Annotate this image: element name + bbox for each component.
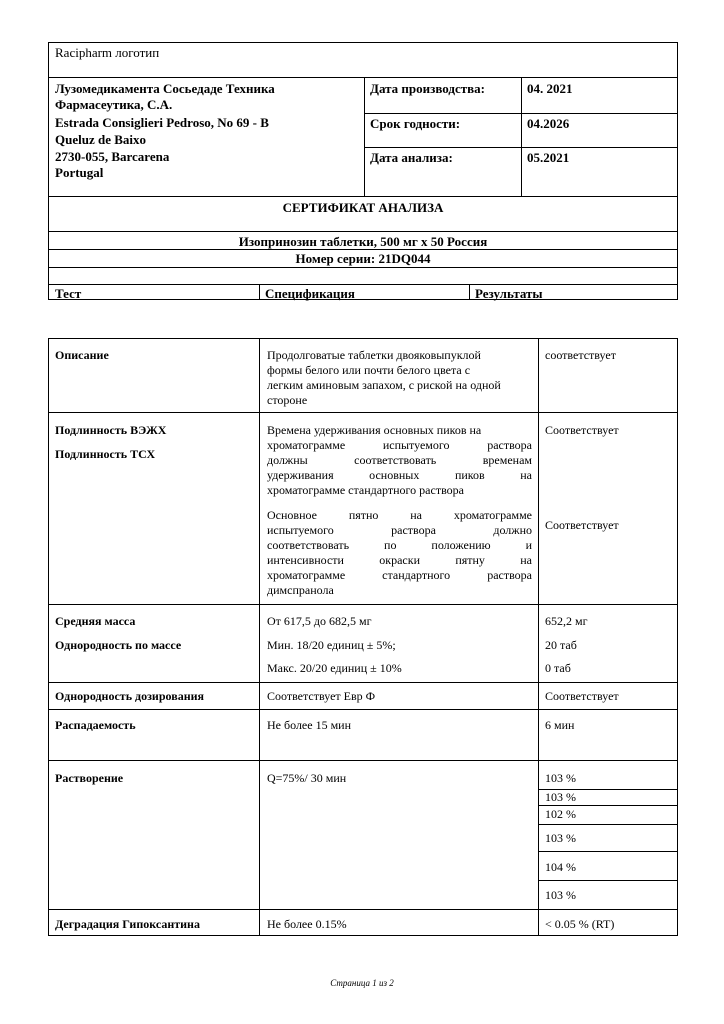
divider — [364, 77, 365, 197]
result-dissolution: 103 % — [545, 888, 576, 902]
test-degradation: Деградация Гипоксантина — [55, 917, 200, 931]
test-dose-uniformity: Однородность дозирования — [55, 689, 205, 703]
spec-line: стороне — [267, 393, 308, 407]
test-mass-uniformity: Однородность по массе — [55, 638, 182, 652]
result-dissolution: 103 % — [545, 790, 576, 804]
divider — [48, 709, 678, 710]
logo-placeholder: Racipharm логотип — [55, 45, 160, 60]
spec-line: Продолговатые таблетки двояковыпуклой — [267, 348, 481, 362]
result-dose-uniformity: Соответствует — [545, 689, 619, 703]
spec-line: Не более 15 мин — [267, 718, 352, 732]
spec-line: димспранола — [267, 583, 334, 597]
column-results: Результаты — [475, 286, 543, 301]
result-dissolution: 103 % — [545, 771, 576, 785]
divider — [48, 682, 678, 683]
divider — [538, 851, 678, 852]
column-test: Тест — [55, 286, 82, 301]
divider — [538, 805, 678, 806]
spec-line: легким аминовым запахом, с риской на одной — [267, 378, 501, 392]
divider — [538, 880, 678, 881]
divider — [469, 284, 470, 300]
expiry-label: Срок годности: — [370, 116, 461, 131]
spec-line: Основное пятно на хроматограмме — [267, 508, 532, 522]
spec-line: Макс. 20/20 единиц ± 10% — [267, 661, 402, 675]
divider — [48, 604, 678, 605]
spec-line: хроматограмме испытуемого раствора — [267, 438, 532, 452]
spec-line: хроматограмме стандартного раствора — [267, 483, 464, 497]
divider — [538, 824, 678, 825]
test-description: Описание — [55, 348, 109, 362]
batch-number: Номер серии: 21DQ044 — [295, 251, 431, 266]
column-specification: Спецификация — [265, 286, 355, 301]
spec-line: интенсивности окраски пятну на — [267, 553, 532, 567]
analysis-date-value: 05.2021 — [527, 150, 570, 165]
divider — [48, 267, 678, 268]
spec-text: Времена удерживания основных пиков на — [267, 423, 482, 437]
spec-line: хроматограмме стандартного раствора — [267, 568, 532, 582]
test-average-mass: Средняя масса — [55, 614, 136, 628]
divider — [48, 412, 678, 413]
result-identity-tlc: Соответствует — [545, 518, 619, 532]
divider — [259, 338, 260, 936]
divider — [48, 284, 678, 285]
test-identity-tlc: Подлинность ТСХ — [55, 447, 156, 461]
spec-line: Не более 0.15% — [267, 917, 347, 931]
result-uniformity-min: 20 таб — [545, 638, 577, 652]
spec-line: Соответствует Евр Ф — [267, 689, 376, 703]
divider — [521, 77, 522, 197]
certificate-title: СЕРТИФИКАТ АНАЛИЗА — [282, 200, 444, 215]
spec-line: От 617,5 до 682,5 мг — [267, 614, 372, 628]
address-line: Queluz de Baixo — [55, 132, 147, 147]
test-disintegration: Распадаемость — [55, 718, 136, 732]
address-line: 2730-055, Barcarena — [55, 149, 170, 164]
company-name-line: Лузомедикамента Сосьедаде Техника — [55, 81, 275, 96]
result-description: соответствует — [545, 348, 616, 362]
test-identity-hplc: Подлинность ВЭЖХ — [55, 423, 167, 437]
spec-line: соответствовать по положению и — [267, 538, 532, 552]
divider — [48, 909, 678, 910]
spec-line: формы белого или почти белого цвета с — [267, 363, 471, 377]
result-identity-hplc: Соответствует — [545, 423, 619, 437]
expiry-value: 04.2026 — [527, 116, 570, 131]
spec-line: Q=75%/ 30 мин — [267, 771, 347, 785]
divider — [538, 338, 539, 936]
product-name: Изопринозин таблетки, 500 мг х 50 Россия — [238, 234, 488, 249]
divider — [259, 284, 260, 300]
company-name-line: Фармасеутика, С.А. — [55, 97, 173, 112]
result-dissolution: 104 % — [545, 860, 576, 874]
result-average-mass: 652,2 мг — [545, 614, 588, 628]
test-dissolution: Растворение — [55, 771, 124, 785]
divider — [48, 196, 678, 197]
result-uniformity-max: 0 таб — [545, 661, 571, 675]
spec-line: Мин. 18/20 единиц ± 5%; — [267, 638, 396, 652]
spec-line — [267, 423, 532, 438]
divider — [48, 231, 678, 232]
production-date-value: 04. 2021 — [527, 81, 573, 96]
page-number: Страница 1 из 2 — [330, 978, 394, 988]
result-disintegration: 6 мин — [545, 718, 575, 732]
divider — [48, 77, 678, 78]
spec-line: удерживания основных пиков на — [267, 468, 532, 482]
spec-line: испытуемого раствора должно — [267, 523, 532, 537]
analysis-date-label: Дата анализа: — [370, 150, 453, 165]
result-degradation: < 0.05 % (RT) — [545, 917, 615, 931]
divider — [48, 760, 678, 761]
spec-line: должны соответствовать временам — [267, 453, 532, 467]
address-line: Estrada Consiglieri Pedroso, No 69 - B — [55, 115, 269, 130]
production-date-label: Дата производства: — [370, 81, 485, 96]
result-dissolution: 102 % — [545, 807, 576, 821]
address-line: Portugal — [55, 165, 104, 180]
result-dissolution: 103 % — [545, 831, 576, 845]
